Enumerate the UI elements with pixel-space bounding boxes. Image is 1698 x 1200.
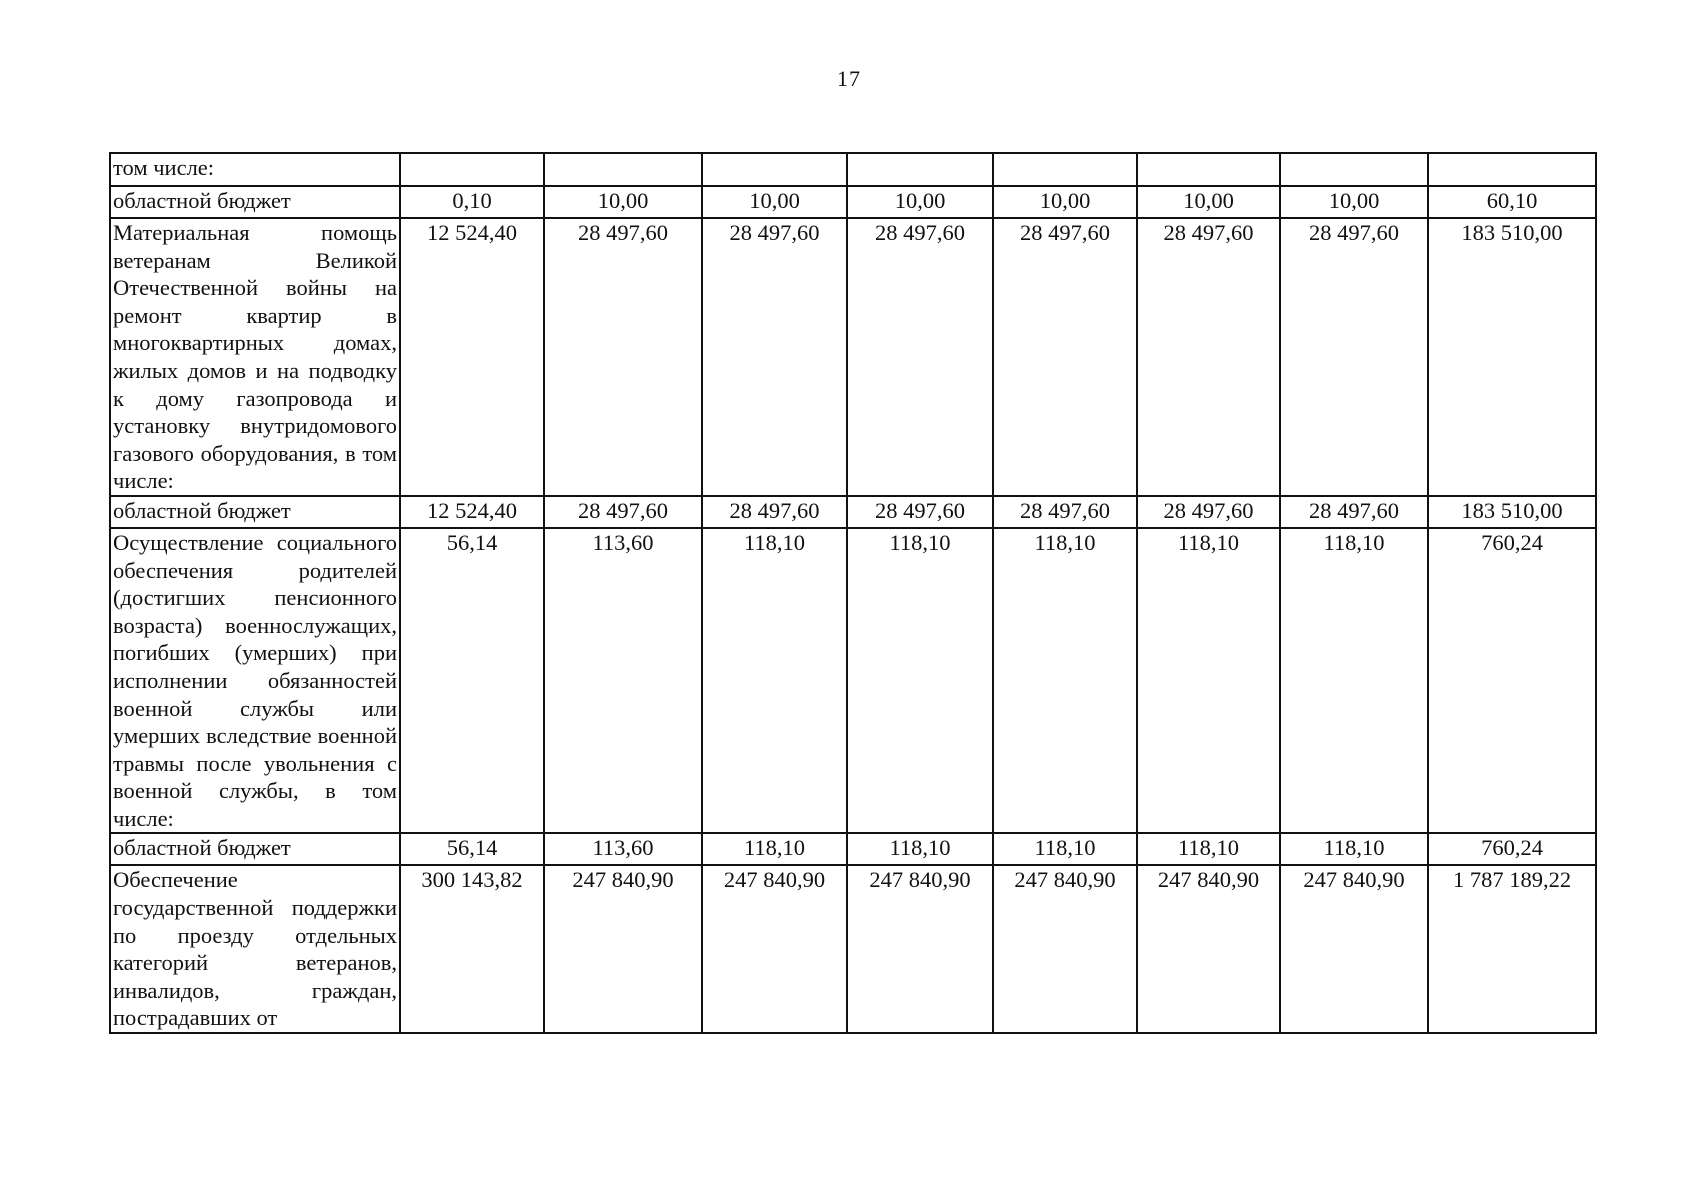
row-label: Обеспечение государственной поддержки по проезду отдельных категорий ветеранов, инвалидов, граждан, пострадавших от xyxy=(110,865,400,1033)
value-cell: 28 497,60 xyxy=(1137,496,1280,528)
value-cell: 28 497,60 xyxy=(993,496,1137,528)
value-cell: 118,10 xyxy=(1137,833,1280,865)
value-cell: 56,14 xyxy=(400,833,544,865)
value-cell: 28 497,60 xyxy=(544,218,702,496)
table-row xyxy=(110,496,1596,528)
value-cell: 247 840,90 xyxy=(1280,865,1428,1033)
page-number: 17 xyxy=(837,66,861,91)
value-cell: 10,00 xyxy=(544,186,702,218)
value-cell: 28 497,60 xyxy=(993,218,1137,496)
value-cell: 10,00 xyxy=(847,186,993,218)
value-cell: 10,00 xyxy=(993,186,1137,218)
value-cell: 28 497,60 xyxy=(702,496,847,528)
value-cell: 247 840,90 xyxy=(847,865,993,1033)
total-cell: 1 787 189,22 xyxy=(1428,865,1596,1033)
value-cell: 118,10 xyxy=(702,833,847,865)
value-cell: 247 840,90 xyxy=(993,865,1137,1033)
total-cell: 183 510,00 xyxy=(1428,496,1596,528)
value-cell xyxy=(400,153,544,186)
table-row xyxy=(110,865,1596,1033)
value-cell xyxy=(993,153,1137,186)
value-cell: 118,10 xyxy=(847,833,993,865)
value-cell: 28 497,60 xyxy=(1137,218,1280,496)
value-cell xyxy=(1280,153,1428,186)
value-cell: 12 524,40 xyxy=(400,218,544,496)
table-row xyxy=(110,186,1596,218)
value-cell: 118,10 xyxy=(993,528,1137,834)
value-cell: 247 840,90 xyxy=(702,865,847,1033)
value-cell: 247 840,90 xyxy=(1137,865,1280,1033)
value-cell: 118,10 xyxy=(847,528,993,834)
row-label: Материальная помощь ветеранам Великой Отечественной войны на ремонт квартир в многоквартирных домах, жилых домов и на подводку к дому газопровода и установку внутридомового газового оборудования, в том числе: xyxy=(110,218,400,496)
table-row xyxy=(110,833,1596,865)
value-cell: 28 497,60 xyxy=(1280,496,1428,528)
row-label: областной бюджет xyxy=(110,496,400,528)
value-cell: 10,00 xyxy=(1137,186,1280,218)
value-cell: 28 497,60 xyxy=(847,218,993,496)
value-cell xyxy=(847,153,993,186)
value-cell: 28 497,60 xyxy=(544,496,702,528)
row-label: Осуществление социального обеспечения родителей (достигших пенсионного возраста) военнослужащих, погибших (умерших) при исполнении обязанностей военной службы или умерших вследствие военной травмы после увольнения с военной службы, в том числе: xyxy=(110,528,400,834)
row-label: областной бюджет xyxy=(110,833,400,865)
value-cell: 118,10 xyxy=(1280,833,1428,865)
total-cell: 183 510,00 xyxy=(1428,218,1596,496)
value-cell: 113,60 xyxy=(544,833,702,865)
value-cell: 300 143,82 xyxy=(400,865,544,1033)
value-cell: 118,10 xyxy=(1137,528,1280,834)
table-row xyxy=(110,153,1596,186)
value-cell xyxy=(702,153,847,186)
value-cell: 0,10 xyxy=(400,186,544,218)
value-cell: 118,10 xyxy=(993,833,1137,865)
value-cell: 10,00 xyxy=(702,186,847,218)
total-cell: 760,24 xyxy=(1428,528,1596,834)
budget-table xyxy=(109,152,1597,1034)
value-cell: 28 497,60 xyxy=(702,218,847,496)
total-cell: 60,10 xyxy=(1428,186,1596,218)
total-cell: 760,24 xyxy=(1428,833,1596,865)
row-label: том числе: xyxy=(110,153,400,186)
value-cell: 118,10 xyxy=(1280,528,1428,834)
value-cell: 56,14 xyxy=(400,528,544,834)
value-cell: 10,00 xyxy=(1280,186,1428,218)
value-cell: 113,60 xyxy=(544,528,702,834)
value-cell: 118,10 xyxy=(702,528,847,834)
value-cell: 28 497,60 xyxy=(1280,218,1428,496)
table-row xyxy=(110,528,1596,834)
value-cell: 247 840,90 xyxy=(544,865,702,1033)
table-row xyxy=(110,218,1596,496)
value-cell xyxy=(1137,153,1280,186)
total-cell xyxy=(1428,153,1596,186)
row-label: областной бюджет xyxy=(110,186,400,218)
value-cell: 12 524,40 xyxy=(400,496,544,528)
value-cell xyxy=(544,153,702,186)
value-cell: 28 497,60 xyxy=(847,496,993,528)
